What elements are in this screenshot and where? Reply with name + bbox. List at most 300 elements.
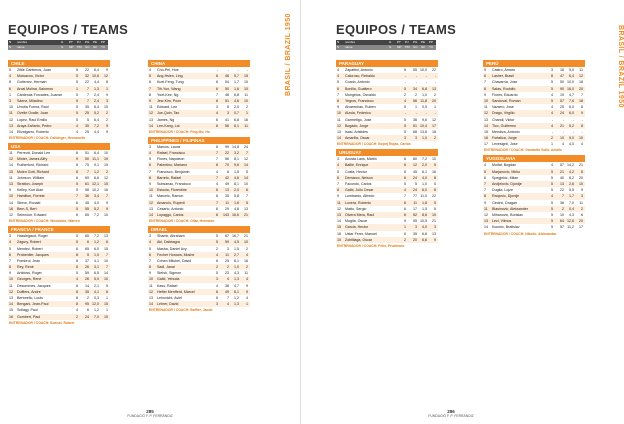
player-stat: 8 <box>581 123 583 128</box>
player-number: 11 <box>337 117 341 122</box>
team-block <box>8 226 110 326</box>
player-number: 15 <box>337 225 341 230</box>
player-stat: 21 <box>244 234 248 239</box>
player-points: 25 <box>560 105 564 110</box>
player-points: - <box>227 68 229 72</box>
player-average: 1,3 <box>234 277 239 282</box>
player-number: 4 <box>484 163 486 168</box>
player-points: 64 <box>560 219 564 224</box>
player-games: 6 <box>216 188 218 193</box>
player-points: 11 <box>225 200 229 205</box>
player-stat: 2 <box>106 169 108 174</box>
player-stat: 9 <box>106 68 108 72</box>
player-points: 55 <box>413 68 417 72</box>
player-stat: 24 <box>244 144 248 149</box>
player-points: 38 <box>225 283 229 288</box>
player-games: 5 <box>76 182 78 186</box>
player-number: 10 <box>149 188 153 193</box>
player-stat: 10 <box>104 151 108 156</box>
footer-text: FUNDACIÓ F. P. FERRÁNDIZ <box>127 414 173 418</box>
player-average: 4,0 <box>569 142 574 147</box>
player-name: Isasi, Aristides <box>345 129 368 134</box>
player-points: 60 <box>413 157 417 162</box>
player-games: 2 <box>216 246 218 251</box>
team-header: PHILIPPINES / FILIPINAS <box>148 137 250 144</box>
player-points: 11 <box>413 200 417 205</box>
player-number: 12 <box>9 212 13 217</box>
right-column-2 <box>483 60 585 239</box>
player-average: 6,4 <box>94 105 99 110</box>
player-number: 9 <box>149 182 151 186</box>
player-stat: 2 <box>246 246 248 251</box>
legend-cell: PG <box>412 40 420 45</box>
player-stat: 5 <box>246 169 248 174</box>
player-points: 35 <box>85 123 89 128</box>
page-footer <box>301 409 601 418</box>
player-number: 7 <box>484 188 486 193</box>
player-number: 16 <box>9 206 13 211</box>
player-games: 5 <box>76 188 78 193</box>
player-number: 5 <box>149 246 151 251</box>
player-games: 6 <box>404 200 406 205</box>
player-stat: 2 <box>581 206 583 211</box>
player-average: 5,0 <box>569 68 574 72</box>
player-name: Lasher, Brasil <box>492 74 514 79</box>
player-games: 7 <box>216 92 218 97</box>
player-name: Lombardo, Alfredo <box>345 194 375 199</box>
coach-line: ENTRENADOR / COACH: Bojorj Rojas, Carlos <box>337 142 411 147</box>
player-average: 10,4 <box>420 123 427 128</box>
page-title: EQUIPOS / TEAMS <box>8 22 129 37</box>
player-games: 6 <box>216 258 218 263</box>
player-number: 4 <box>149 240 151 245</box>
player-points: 22 <box>225 151 229 156</box>
player-games: 5 <box>76 92 78 97</box>
player-games: 5 <box>551 206 553 211</box>
player-stat: 1 <box>106 296 108 300</box>
player-row <box>483 224 585 230</box>
player-games: 5 <box>551 200 553 205</box>
player-points: 5 <box>415 182 417 186</box>
player-average: 12,0 <box>92 302 99 307</box>
player-games: - <box>404 111 406 116</box>
player-name: Batlle, Enrique <box>345 163 369 168</box>
player-number: 9 <box>149 98 151 103</box>
player-name: Zobilliaga, Oscar <box>345 237 372 242</box>
player-number: 13 <box>9 182 13 186</box>
player-games: 6 <box>404 157 406 162</box>
player-name: Duffiers, Andre <box>17 289 41 294</box>
player-points: 16 <box>560 68 564 72</box>
player-average: 12,1 <box>92 182 99 186</box>
player-stat: 9 <box>106 200 108 205</box>
player-name: Caloroso, Rebaldo <box>345 74 375 79</box>
player-number: 9 <box>337 105 339 110</box>
player-number: 8 <box>9 80 11 85</box>
player-number: 14 <box>9 302 13 307</box>
player-points: 4 <box>562 142 564 147</box>
player-number: 12 <box>484 111 488 116</box>
player-games: 5 <box>216 271 218 276</box>
player-name: Lopez, Raul Emilio <box>17 117 47 122</box>
team-header: USA <box>8 143 110 150</box>
player-number: 14 <box>149 123 153 128</box>
player-average: 0,5 <box>422 105 427 110</box>
player-games: 4 <box>76 129 78 134</box>
player-name: Tico, Guillermo <box>492 123 517 128</box>
player-average: 6,6 <box>422 237 427 242</box>
player-average: 2,7 <box>234 252 239 257</box>
player-stat: 10 <box>104 314 108 319</box>
player-stat: 9 <box>106 206 108 211</box>
player-stat: - <box>581 117 583 122</box>
player-stat: 2 <box>246 265 248 270</box>
player-stat: 13 <box>104 234 108 239</box>
legend-cell: MP <box>68 45 76 50</box>
player-games: 7 <box>76 194 78 199</box>
player-name: Yuet-Kee, Ng <box>157 92 179 97</box>
player-points: 75 <box>85 163 89 168</box>
player-games: 2 <box>551 136 553 141</box>
player-average: - <box>572 117 574 122</box>
player-points: 2 <box>87 296 89 300</box>
player-average: 10,2 <box>92 188 99 193</box>
player-number: 17 <box>484 142 488 147</box>
player-games: 4 <box>216 111 218 116</box>
player-points: 59 <box>85 271 89 276</box>
player-games: 9 <box>76 157 78 162</box>
player-average: 8,6 <box>422 212 427 217</box>
player-name: Bengani, Jean-Paul <box>17 302 49 307</box>
player-points: 52 <box>413 212 417 217</box>
player-games: 7 <box>216 200 218 205</box>
player-average: 6,4 <box>94 151 99 156</box>
player-games: 5 <box>404 86 406 91</box>
player-stat: 16 <box>104 188 108 193</box>
player-average: 2,4 <box>94 98 99 103</box>
player-average: 8,1 <box>234 182 239 186</box>
legend-cell: PE <box>92 40 100 45</box>
player-games: 5 <box>551 175 553 180</box>
player-games: 5 <box>216 234 218 239</box>
player-stat: 3 <box>581 194 583 199</box>
player-stat: - <box>581 129 583 134</box>
player-number: 5 <box>149 74 151 79</box>
player-average: 1,7 <box>234 80 239 85</box>
player-points: 68 <box>413 129 417 134</box>
player-name: Sadl, Janal <box>157 265 175 270</box>
player-number: 11 <box>9 175 13 180</box>
player-games: 6 <box>404 212 406 217</box>
player-games: 5 <box>551 212 553 217</box>
player-name: Flores, Napoleon <box>157 157 185 162</box>
player-stat: 1 <box>246 302 248 307</box>
player-stat: 11 <box>579 200 583 205</box>
player-points: 24 <box>413 175 417 180</box>
player-stat: 15 <box>104 246 108 251</box>
player-points: 56 <box>225 123 229 128</box>
player-points: 23 <box>225 271 229 276</box>
player-stat: 5 <box>434 206 436 211</box>
player-name: Ovelle Ovalle, Juan <box>17 111 49 116</box>
player-games: 6 <box>404 163 406 168</box>
player-average: 9,6 <box>422 117 427 122</box>
player-stat: 15 <box>104 182 108 186</box>
player-average: 6,4 <box>94 68 99 72</box>
player-name: Spegjekic, Milan <box>492 175 519 180</box>
player-name: Lovera, Roberto <box>345 200 371 205</box>
player-name: Cindric, Dragan <box>492 200 517 205</box>
player-name: Masha, Daniel Avy <box>157 246 187 251</box>
player-games: 5 <box>76 234 78 239</box>
player-points: 69 <box>85 175 89 180</box>
player-games: 8 <box>76 302 78 307</box>
player-name: Urrutia Forma, Raúl <box>17 105 49 110</box>
player-name: Bertorello, Louis <box>17 296 43 300</box>
player-games: - <box>551 129 553 134</box>
player-games: 7 <box>404 194 406 199</box>
player-number: 12 <box>149 200 153 205</box>
player-average: 4,5 <box>234 240 239 245</box>
player-points: 34 <box>413 86 417 91</box>
player-games: 5 <box>76 98 78 103</box>
player-average: 4,1 <box>94 258 99 263</box>
player-stat: 9 <box>246 283 248 288</box>
player-average: 11,2 <box>567 225 574 230</box>
player-name: Blasinovic, Aleksander <box>492 206 528 211</box>
player-average: 4,0 <box>422 225 427 230</box>
player-points: 5 <box>87 252 89 257</box>
player-number: 16 <box>337 231 341 236</box>
legend-cell: GF <box>92 45 100 50</box>
player-points: 51 <box>85 151 89 156</box>
player-number: 13 <box>337 129 341 134</box>
player-number: 7 <box>337 92 339 97</box>
player-points: 7 <box>87 98 89 103</box>
player-points: 24 <box>85 314 89 319</box>
player-average: 7,0 <box>569 200 574 205</box>
player-points: - <box>415 111 417 116</box>
player-stat: 7 <box>246 194 248 199</box>
player-average: 16,6 <box>232 212 239 217</box>
player-points: 143 <box>223 212 229 217</box>
player-number: 3 <box>9 234 11 239</box>
player-name: Fecher Horowa, Moshe <box>157 252 195 257</box>
player-points: 95 <box>413 219 417 224</box>
player-games: 9 <box>404 219 406 224</box>
player-name: Stelsh, Sigmon <box>157 271 182 276</box>
player-games: 5 <box>76 240 78 245</box>
player-number: 12 <box>337 123 341 128</box>
player-stat: - <box>246 68 248 72</box>
page-title: EQUIPOS / TEAMS <box>336 22 457 37</box>
legend-cell: PJ <box>404 40 412 45</box>
player-number: 13 <box>149 206 153 211</box>
player-stat: 11 <box>244 123 248 128</box>
player-name: Andjelovic, Djordje <box>492 182 522 186</box>
player-number: 10 <box>9 105 13 110</box>
player-name: Probenfier, Jacques <box>17 252 49 257</box>
player-stat: 5 <box>434 200 436 205</box>
player-number: 9 <box>484 92 486 97</box>
player-games: 2 <box>216 265 218 270</box>
player-games: 4 <box>551 105 553 110</box>
player-number: 15 <box>484 129 488 134</box>
player-average: 1,2 <box>94 308 99 313</box>
player-points: 2 <box>415 92 417 97</box>
player-points: 25 <box>85 129 89 134</box>
player-stat: 10 <box>244 98 248 103</box>
player-number: 12 <box>149 289 153 294</box>
player-number: 1 <box>9 92 11 97</box>
player-number: 4 <box>149 68 151 72</box>
player-stat: 5 <box>434 182 436 186</box>
player-points: 58 <box>85 188 89 193</box>
player-average: - <box>572 129 574 134</box>
player-name: Artidoss, Roger <box>17 271 42 276</box>
legend-cell: N <box>8 45 16 50</box>
player-number: 4 <box>9 240 11 245</box>
player-stat: 13 <box>432 86 436 91</box>
player-games: 4 <box>76 123 78 128</box>
legend-cell: N <box>336 45 344 50</box>
player-name: Marcelo, Ramon <box>157 194 184 199</box>
player-average: 6,0 <box>569 105 574 110</box>
player-games: 1 <box>404 225 406 230</box>
player-stat: 10 <box>244 182 248 186</box>
player-games: 2 <box>76 314 78 319</box>
legend-cell: GF <box>420 45 428 50</box>
player-points: 57 <box>560 225 564 230</box>
player-average: 6,1 <box>234 289 239 294</box>
player-points: 6 <box>87 240 89 245</box>
team-header: FRANCIA / FRANCE <box>8 226 110 233</box>
player-average: 2,0 <box>234 188 239 193</box>
player-number: 3 <box>149 144 151 149</box>
player-average: 4,0 <box>94 200 99 205</box>
player-stat: 13 <box>432 231 436 236</box>
left-page <box>0 0 300 424</box>
player-stat: 10 <box>244 240 248 245</box>
team-header: URUGUAY <box>336 149 438 156</box>
player-stat: 20 <box>579 175 583 180</box>
player-points: 5 <box>87 117 89 122</box>
player-games: 8 <box>76 163 78 168</box>
player-stat: 6 <box>581 212 583 217</box>
player-number: 10 <box>484 98 488 103</box>
player-name: James, Ng <box>157 117 175 122</box>
player-stat: 1 <box>106 308 108 313</box>
player-games: 6 <box>216 163 218 168</box>
player-games: 4 <box>551 92 553 97</box>
player-name: Kuei-Feng, Tung <box>157 80 184 85</box>
footer-text: FUNDACIÓ F. P. FERRÁNDIZ <box>428 414 474 418</box>
player-number: 6 <box>149 80 151 85</box>
player-points: 13 <box>560 182 564 186</box>
player-average: 4,8 <box>234 206 239 211</box>
player-games: 3 <box>404 136 406 141</box>
player-games: 3 <box>216 277 218 282</box>
player-games: 6 <box>76 175 78 180</box>
player-average: 9,1 <box>94 163 99 168</box>
legend <box>336 40 436 50</box>
player-stat: 6 <box>246 188 248 193</box>
player-stat: 7 <box>246 151 248 156</box>
coach-line: ENTRENADOR / COACH: Felix, Prudencio <box>337 243 405 248</box>
player-average: 14,8 <box>232 144 239 149</box>
player-number: 5 <box>484 68 486 72</box>
player-number: 9 <box>9 271 11 276</box>
player-points: 40 <box>560 175 564 180</box>
player-number: 14 <box>9 129 13 134</box>
player-games: 4 <box>551 123 553 128</box>
player-games: 6 <box>216 123 218 128</box>
player-number: 3 <box>149 234 151 239</box>
player-number: 6 <box>484 74 486 79</box>
page-footer <box>0 409 300 418</box>
player-average: 1,3 <box>234 302 239 307</box>
player-average: 4,6 <box>234 98 239 103</box>
player-average: 1,0 <box>422 92 427 97</box>
player-average: 1,0 <box>422 136 427 141</box>
player-points: 42 <box>225 175 229 180</box>
player-games: 7 <box>216 151 218 156</box>
player-stat: 10 <box>244 80 248 85</box>
legend-cell: PM <box>404 45 412 50</box>
player-points: 3 <box>227 246 229 251</box>
player-games: 4 <box>76 308 78 313</box>
player-number: 10 <box>9 194 13 199</box>
player-name: Stieve, Ronald <box>17 200 41 205</box>
player-name: Raojovic, Djordje <box>492 194 520 199</box>
player-name: Johnson, William <box>17 175 45 180</box>
player-stat: 10 <box>432 157 436 162</box>
player-name: Gutierrez, Herman <box>17 80 47 85</box>
player-points: 36 <box>413 117 417 122</box>
player-games: 8 <box>76 151 78 156</box>
player-average: 6,0 <box>569 111 574 116</box>
player-name: Molen Gott, Richard <box>17 169 49 174</box>
coach-line: ENTRENADOR / COACH: Ollar, Herminio <box>149 219 215 224</box>
player-average: 6,0 <box>422 188 427 193</box>
player-name: Rutherford, Richard <box>17 163 49 168</box>
player-average: 0,4 <box>569 206 574 211</box>
player-points: 7 <box>87 169 89 174</box>
legend-cell: N <box>8 40 16 45</box>
player-games: 5 <box>551 169 553 174</box>
player-points: 7 <box>87 86 89 91</box>
player-number: 6 <box>149 163 151 168</box>
player-games: 5 <box>551 225 553 230</box>
player-points: 3 <box>227 111 229 116</box>
player-stat: 10 <box>104 258 108 263</box>
player-points: 95 <box>85 302 89 307</box>
player-games: 5 <box>551 80 553 85</box>
player-average: 2,0 <box>234 105 239 110</box>
player-number: 5 <box>337 169 339 174</box>
player-average: 1,0 <box>234 265 239 270</box>
player-points: 45 <box>413 169 417 174</box>
coach-line: ENTRENADOR / COACH: Dahlinger, Hensworth <box>9 136 86 141</box>
page-number: 286 <box>447 409 455 414</box>
player-average: - <box>425 80 427 85</box>
player-name: Selenoon, Edward <box>17 212 47 217</box>
player-average: 7,0 <box>94 314 99 319</box>
player-average: 7,6 <box>569 98 574 103</box>
player-points: 37 <box>85 258 89 263</box>
player-average: 9,6 <box>234 163 239 168</box>
player-games: 5 <box>76 74 78 79</box>
